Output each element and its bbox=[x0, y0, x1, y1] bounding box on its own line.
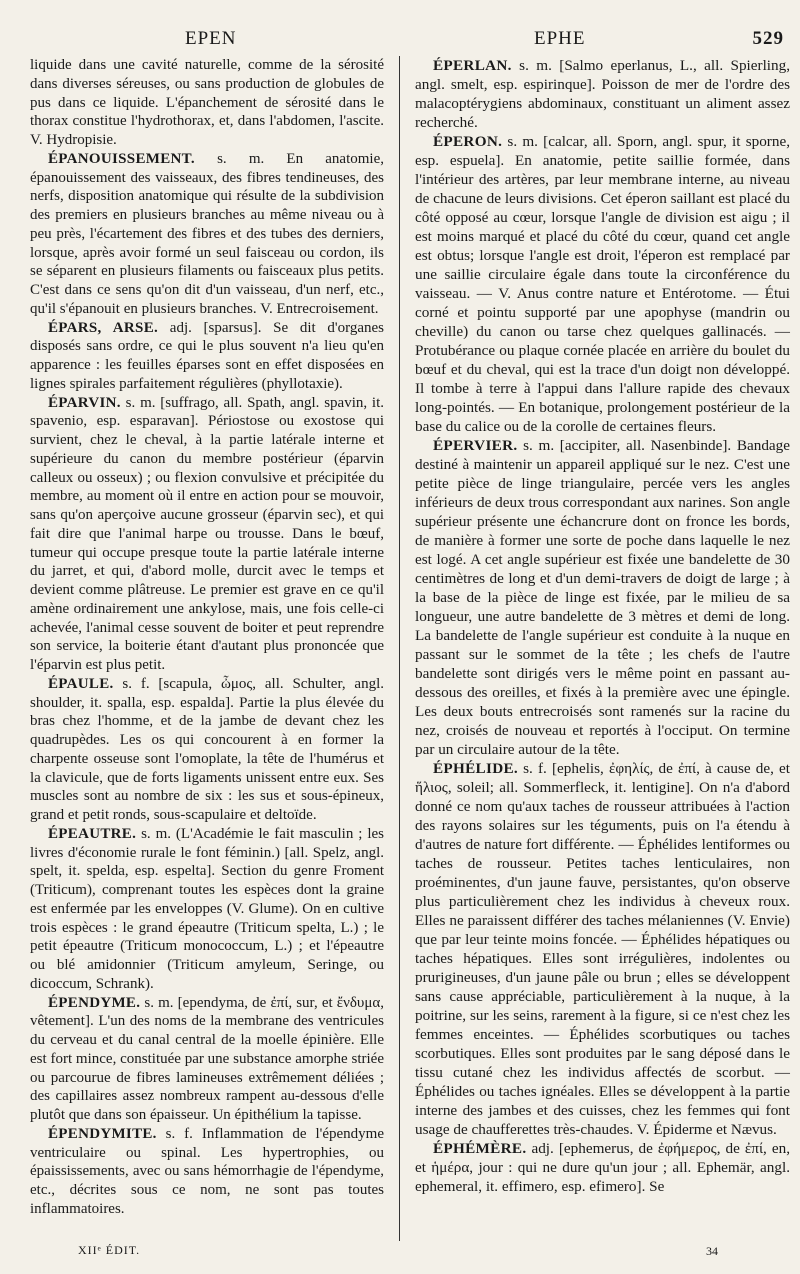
entry-definition: s. f. Inflammation de l'épendyme ventriculaire ou spinal. Les hypertrophies, ou épaississements, avec ou sans hémorrhagie de l'épendyme, etc., décrites sous ce nom, ne sont pas toutes inflammatoires. bbox=[30, 1125, 384, 1217]
dictionary-entry bbox=[30, 56, 384, 150]
dictionary-entry bbox=[415, 56, 790, 132]
dictionary-entry bbox=[30, 394, 384, 675]
entry-headword: ÉPERON. bbox=[433, 133, 503, 150]
entry-headword: ÉPARVIN. bbox=[48, 394, 121, 411]
entry-headword: ÉPEAUTRE. bbox=[48, 825, 137, 842]
entry-definition: s. m. [Salmo eperlanus, L., all. Spierling, angl. smelt, esp. espirinque]. Poisson de mer de l'ordre des malacoptérygiens abdominaux, constituant un aliment assez recherché. bbox=[415, 57, 790, 131]
entry-headword: ÉPARS, ARSE. bbox=[48, 319, 159, 336]
entry-definition: adj. [sparsus]. Se dit d'organes disposés sans ordre, ce qui le plus souvent n'a lieu qu'en apparence : les feuilles éparses sont en effet disposées en lignes spirales parfaitement régulières (phyllotaxie). bbox=[30, 319, 384, 392]
entry-definition: s. f. [ephelis, ἐφηλίς, de ἐπί, à cause de, et ἥλιος, soleil; all. Sommerfleck, it. lentigine]. On n'a d'abord donné ce nom qu'aux taches de rousseur attribuées à l'action des rayons solaires sur les téguments, puis on l'a étendu à d'autres de nature fort différente. — Éphélides lentiformes ou taches de rousseur. Petites taches lenticulaires, non proéminentes, d'un jaune fauve, persistantes, qu'on observe plus particulièrement chez les individus à cheveux roux. Elles ne paraissent différer des taches mélaniennes (V. Envie) que par leur teinte moins foncée. — Éphélides hépatiques ou taches hépatiques. Elles sont irrégulières, indolentes ou prurigineuses, d'un jaune pâle ou brun ; elles se développent sans cause appréciable, particulièrement à la nuque, à la poitrine, sur les seins, rarement à la figure, si ce n'est chez les femmes enceintes. — Éphélides scorbutiques ou taches scorbutiques. Elles sont produites par le sang déposé dans le tissu cutané chez les individus affectés de scorbut. — Éphélides ou taches ignéales. Elles se développent à la partie interne des jambes et des cuisses, chez les femmes qui font usage de chaufferettes très-chaudes. V. Épiderme et Nævus. bbox=[415, 760, 790, 1138]
entry-definition: s. f. [scapula, ὦμος, all. Schulter, angl. shoulder, it. spalla, esp. espalda]. Partie la plus élevée du bras chez l'homme, et de la jambe de devant chez les quadrupèdes. Les os qui concourent à en former la charpente osseuse sont l'omoplate, la tête de l'humérus et la clavicule, que de forts ligaments unissent entre eux. Ses muscles sont au nombre de six : les sus et sous-épineux, grand et petit ronds, sous-scapulaire et deltoïde. bbox=[30, 675, 384, 823]
entry-definition: adj. [ephemerus, de ἐφήμερος, de ἐπί, en, et ἡμέρα, jour : qui ne dure qu'un jour ; all. Ephemär, angl. ephemeral, it. effimero, esp. efimero]. Se bbox=[415, 1140, 791, 1195]
page-number: 529 bbox=[752, 28, 784, 49]
entry-headword: ÉPAULE. bbox=[48, 675, 114, 692]
dictionary-entry bbox=[415, 436, 790, 759]
dictionary-entry bbox=[415, 132, 790, 436]
entry-headword: ÉPERLAN. bbox=[433, 57, 512, 74]
dictionary-entry bbox=[30, 994, 384, 1125]
entry-headword: ÉPERVIER. bbox=[433, 437, 518, 454]
entry-headword: ÉPHÉLIDE. bbox=[433, 760, 518, 777]
entry-definition: s. m. [calcar, all. Sporn, angl. spur, it sporne, esp. espuela]. En anatomie, petite saillie formée, dans l'intérieur des artères, par leur membrane interne, au niveau de chacune de leurs divisions. Cet éperon saillant est placé du côté opposé au cœur, lorsque l'angle de division est aigu ; il est moins marqué et placé du côté du cœur, quand cet angle est obtus; lorsque l'angle est droit, l'éperon est remplacé par une saillie circulaire égale dans toute la circonférence du vaisseau. — V. Anus contre nature et Entérotome. — Étui corné et pointu supporté par une apophyse (mandrin ou cheville) du canon ou tarse chez quelques gallinacés. — Protubérance ou plaque cornée placée en arrière du boulet du bœuf et du cheval, qui est la trace d'un doigt non développé. Il tombe à terre à l'appui dans l'allure rapide des chevaux long-pointés. — En botanique, prolongement postérieur de la base du calice ou de la corolle de certaines fleurs. bbox=[415, 133, 790, 435]
entry-definition: s. m. [ependyma, de ἐπί, sur, et ἔνδυμα, vêtement]. L'un des noms de la membrane des ventricules du cerveau et du canal central de la moelle épinière. Elle est fort mince, constituée par une substance amorphe striée ou parcourue de fibres lamineuses extrêmement déliées ; des capillaires assez nombreux rampent au-dessous d'elle plutôt que dans son épaisseur. Un épithélium la tapisse. bbox=[30, 994, 384, 1123]
dictionary-entry bbox=[415, 759, 790, 1139]
dictionary-entry bbox=[30, 1125, 384, 1219]
column-divider bbox=[399, 56, 400, 1241]
entry-headword: ÉPANOUISSEMENT. bbox=[48, 150, 195, 167]
dictionary-entry bbox=[415, 1139, 790, 1196]
entry-definition: s. m. [suffrago, all. Spath, angl. spavin, it. spavenio, esp. esparavan]. Périostose ou exostose qui survient, chez le cheval, à la partie latérale interne et supérieure du canon du membre postérieur (éparvin calleux ou osseux) ; ou flexion convulsive et précipitée du membre, au moment où il entre en action pour se mouvoir, sans qu'on aperçoive aucune grosseur (éparvin sec), et qui fait dire que l'animal harpe ou trousse. Dans le bœuf, tumeur qui occupe presque toute la partie latérale interne du jarret, et qui, d'abord molle, durcit avec le temps et devient comme plâtreuse. Le premier est grave en ce qu'il amène ordinairement une ankylose, mais, une fois celle-ci achevée, l'animal cesse souvent de boiter et peut reprendre son service, la boiterie étant d'autant plus prononcée que l'éparvin est plus petit. bbox=[30, 394, 384, 673]
entry-headword: ÉPENDYME. bbox=[48, 994, 141, 1011]
entry-definition: liquide dans une cavité naturelle, comme de la sérosité dans diverses séreuses, ou sans production de globules de pus dans ce liquide. L'épanchement de sérosité dans le thorax constitue l'hydrothorax, et, dans l'abdomen, l'ascite. V. Hydropisie. bbox=[30, 57, 384, 148]
edition-footer: XIIᵉ ÉDIT. bbox=[78, 1243, 141, 1257]
entry-headword: ÉPHÉMÈRE. bbox=[433, 1140, 527, 1157]
entry-headword: ÉPENDYMITE. bbox=[48, 1125, 157, 1142]
dictionary-entry bbox=[30, 825, 384, 994]
signature-mark: 34 bbox=[706, 1244, 718, 1258]
entry-definition: s. m. (L'Académie le fait masculin ; les livres d'économie rurale le font féminin.) [all. Spelz, angl. spelt, it. spelda, esp. espelta]. Section du genre Froment (Triticum), comprenant toutes les espèces dont la graine est enfermée par les enveloppes (V. Glume). On en cultive trois espèces : le grand épeautre (Triticum spelta, L.) ; le petit épeautre (Triticum monococcum, L.) ; et l'épeautre ou blé amidonnier (Triticum amyleum, Seringe, ou dicoccum, Schrank). bbox=[30, 825, 385, 992]
running-header bbox=[30, 22, 786, 54]
two-column-body bbox=[30, 56, 790, 1241]
dictionary-entry bbox=[30, 319, 384, 394]
entry-definition: s. m. En anatomie, épanouissement des vaisseaux, des fibres tendineuses, des nerfs, disposition anatomique qui résulte de la subdivision des premiers en plusieurs branches au même niveau ou à peu près, l'écartement des fibres et des tubes des derniers, lorsque, après avoir formé un seul faisceau ou cordon, ils se séparent en plusieurs filaments ou faisceaux plus petits. C'est dans ce sens qu'on dit d'un vaisseau, d'un nerf, etc., qu'il s'épanouit en plusieurs branches. V. Entrecroisement. bbox=[30, 150, 384, 317]
entry-definition: s. m. [accipiter, all. Nasenbinde]. Bandage destiné à maintenir un appareil appliqué sur le nez. C'est une petite pièce de linge triangulaire, percée vers les angles inférieurs de deux trous correspondant aux narines. Son angle supérieur présente une échancrure dont on fronce les bords, de manière à former une sorte de poche dans laquelle le nez est logé. A cet angle supérieur est fixée une bandelette de 30 centimètres de long et d'un demi-travers de doigt de large ; à la base de la pièce de linge est fixée, par le milieu de sa longueur, une autre bandelette de 3 mètres et demi de long. La bandelette de l'angle supérieur est conduite à la nuque en passant sur le sommet de la tête ; les chefs de l'autre bandelette sont dirigés vers le même point en passant au-dessous des oreilles, et fixés à la première avec une épingle. Les deux bouts entrecroisés sont ramenés sur la racine du nez, croisés de nouveau et reportés à l'occiput. On termine par un circulaire autour de la tête. bbox=[415, 437, 791, 758]
right-column bbox=[415, 56, 790, 1196]
left-column bbox=[30, 56, 384, 1219]
dictionary-entry bbox=[30, 675, 384, 825]
header-right-guideword: EPHE bbox=[534, 28, 586, 49]
dictionary-entry bbox=[30, 150, 384, 319]
header-left-guideword: EPEN bbox=[185, 28, 237, 49]
